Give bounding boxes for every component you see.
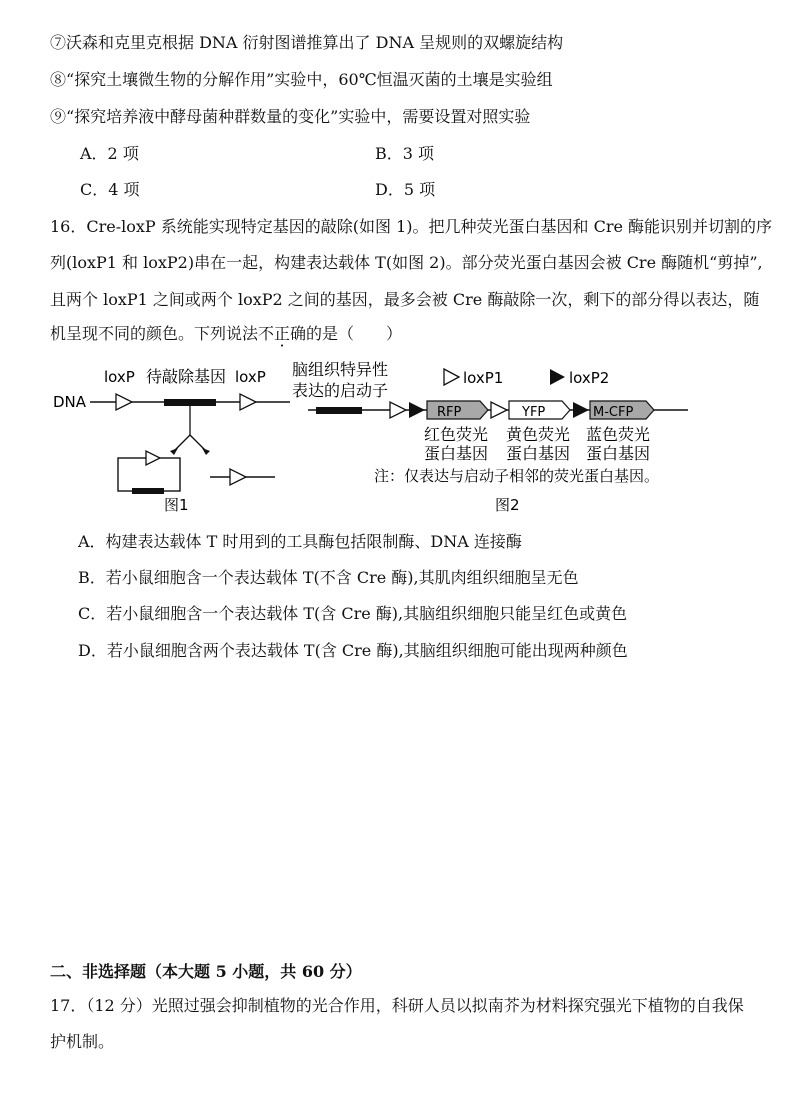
fig1-target-gene-bar	[164, 399, 216, 406]
q16-stem-line2: 列(loxP1 和 loxP2)串在一起，构建表达载体 T(如图 2)。部分荧光蛋白基因会被 Cre 酶随机“剪掉”,	[50, 253, 763, 272]
statement-9: ⑨“探究培养液中酵母菌种群数量的变化”实验中，需要设置对照实验	[50, 107, 531, 126]
fig2-loxp1-b	[491, 402, 507, 418]
fig1-dna-label: DNA	[53, 393, 87, 411]
fig2-legend-loxp2-icon	[550, 369, 565, 385]
q16-stem-line1: 16．Cre-loxP 系统能实现特定基因的敲除(如图 1)。把几种荧光蛋白基因和 Cre 酶能识别并切割的序	[50, 217, 773, 236]
fig2-legend-loxp2-label: loxP2	[569, 369, 610, 387]
fig1-loxp-right-triangle	[240, 394, 256, 410]
fig1-caption: 图1	[164, 496, 189, 514]
fig2-yfp-desc-1: 黄色荧光	[506, 425, 571, 444]
fig2-loxp2-b	[573, 402, 589, 418]
q16-option-d: D．若小鼠细胞含两个表达载体 T(含 Cre 酶),其脑组织细胞可能出现两种颜色	[78, 641, 628, 660]
fig2-rfp-label: RFP	[437, 405, 462, 420]
fig2-promoter-label-1: 脑组织特异性	[292, 360, 389, 379]
q17-line1: 17．（12 分）光照过强会抑制植物的光合作用，科研人员以拟南芥为材料探究强光下植物的自我保	[50, 996, 744, 1015]
fig2-caption: 图2	[495, 496, 520, 514]
fig2-legend-loxp1-icon	[444, 369, 459, 385]
q16-stem-line3: 且两个 loxP1 之间或两个 loxP2 之间的基因，最多会被 Cre 酶敲除一次，剩下的部分得以表达，随	[50, 290, 760, 309]
fig2-cfp-desc-1: 蓝色荧光	[586, 425, 651, 444]
q16-option-c: C．若小鼠细胞含一个表达载体 T(含 Cre 酶),其脑组织细胞只能呈红色或黄色	[78, 604, 628, 623]
fig2-loxp1-a	[390, 402, 406, 418]
fig2-mcfp-label: M-CFP	[593, 405, 634, 420]
fig2-rfp-desc-2: 蛋白基因	[424, 444, 489, 463]
fig1-loxp-left-triangle	[116, 394, 132, 410]
emphasis-not-correct: 不正确	[258, 324, 307, 343]
fig2-yfp-label: YFP	[522, 405, 546, 420]
fig2-yfp-desc-2: 蛋白基因	[506, 444, 571, 463]
q16-option-a: A．构建表达载体 T 时用到的工具酶包括限制酶、DNA 连接酶	[78, 532, 522, 551]
fig2-cfp-desc-2: 蛋白基因	[586, 444, 651, 463]
fig1-loxp-left-label: loxP	[104, 368, 135, 386]
figure-2	[270, 355, 710, 517]
statement-7: ⑦沃森和克里克根据 DNA 衍射图谱推算出了 DNA 呈规则的双螺旋结构	[50, 33, 564, 52]
fig1-residual-loxp-triangle	[230, 469, 246, 485]
q15-option-d: D．5 项	[375, 180, 436, 199]
q15-option-b: B．3 项	[375, 144, 435, 163]
fig2-note: 注：仅表达与启动子相邻的荧光蛋白基因。	[374, 467, 660, 485]
fig2-loxp2-a	[409, 402, 425, 418]
section-heading: 二、非选择题（本大题 5 小题，共 60 分）	[50, 962, 362, 981]
fig2-rfp-desc-1: 红色荧光	[424, 425, 489, 444]
q16-option-b: B．若小鼠细胞含一个表达载体 T(不含 Cre 酶),其肌肉组织细胞呈无色	[78, 568, 579, 587]
figure-1	[50, 355, 290, 515]
q15-option-c: C．4 项	[80, 180, 140, 199]
fig2-promoter-bar	[316, 407, 362, 414]
fig1-target-gene-label: 待敲除基因	[146, 367, 227, 386]
q16-stem-line4: 机呈现不同的颜色。下列说法不正确的是（ ）	[50, 324, 403, 343]
fig1-loxp-right-label: loxP	[235, 368, 266, 386]
fig2-legend-loxp1-label: loxP1	[463, 369, 504, 387]
q15-option-a: A．2 项	[80, 144, 139, 163]
fig2-promoter-label-2: 表达的启动子	[292, 381, 389, 400]
statement-8: ⑧“探究土壤微生物的分解作用”实验中，60℃恒温灭菌的土壤是实验组	[50, 70, 553, 89]
q17-line2: 护机制。	[50, 1032, 115, 1051]
